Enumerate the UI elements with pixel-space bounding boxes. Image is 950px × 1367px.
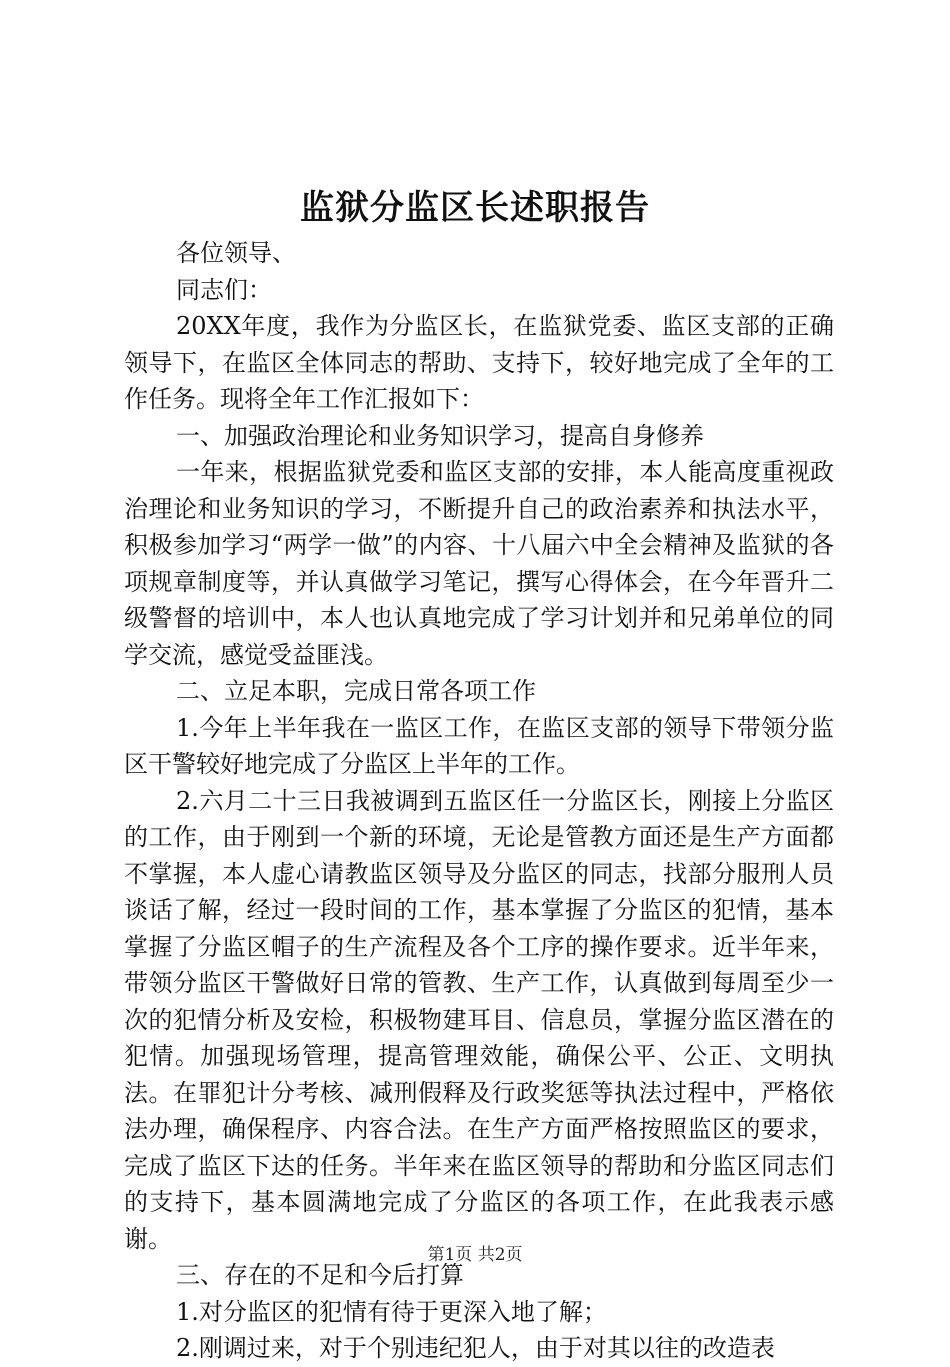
document-title: 监狱分监区长述职报告 (300, 188, 650, 228)
intro-paragraph: 20XX年度，我作为分监区长，在监狱党委、监区支部的正确领导下，在监区全体同志的帮助、支持下，较好地完成了全年的工作任务。现将全年工作汇报如下： (124, 312, 834, 413)
section-3-heading: 三、存在的不足和今后打算 (176, 1261, 464, 1289)
document-body (124, 235, 834, 1367)
page-number-footer: 第1页 共2页 (427, 1245, 523, 1265)
salutation-line-2: 同志们： (176, 275, 272, 304)
section-3-item-1: 1.对分监区的犯情有待于更深入地了解； (176, 1297, 607, 1326)
section-3-item-2: 2.刚调过来，对于个别违纪犯人，由于对其以往的改造表 (176, 1334, 775, 1362)
section-2-heading: 二、立足本职，完成日常各项工作 (176, 677, 536, 705)
section-2-item-1: 1.今年上半年我在一监区工作，在监区支部的领导下带领分监区干警较好地完成了分监区上半年的工作。 (124, 713, 834, 778)
section-1-paragraph: 一年来，根据监狱党委和监区支部的安排，本人能高度重视政治理论和业务知识的学习，不断提升自己的政治素养和执法水平，积极参加学习“两学一做”的内容、十八届六中全会精神及监狱的各项规章制度等，并认真做学习笔记，撰写心得体会，在今年晋升二级警督的培训中，本人也认真地完成了学习计划并和兄弟单位的同学交流，感觉受益匪浅。 (124, 458, 834, 669)
section-2-item-2: 2.六月二十三日我被调到五监区任一分监区长，刚接上分监区的工作，由于刚到一个新的环境，无论是管教方面还是生产方面都不掌握，本人虚心请教监区领导及分监区的同志，找部分服刑人员谈话了解，经过一段时间的工作，基本掌握了分监区的犯情，基本掌握了分监区帽子的生产流程及各个工序的操作要求。近半年来，带领分监区干警做好日常的管教、生产工作，认真做到每周至少一次的犯情分析及安检，积极物建耳目、信息员，掌握分监区潜在的犯情。加强现场管理，提高管理效能，确保公平、公正、文明执法。在罪犯计分考核、减刑假释及行政奖惩等执法过程中，严格依法办理，确保程序、内容合法。在生产方面严格按照监区的要求，完成了监区下达的任务。半年来在监区领导的帮助和分监区同志们的支持下，基本圆满地完成了分监区的各项工作，在此我表示感谢。 (124, 786, 834, 1253)
section-1-heading: 一、加强政治理论和业务知识学习，提高自身修养 (176, 421, 704, 450)
salutation-line-1: 各位领导、 (176, 239, 296, 267)
